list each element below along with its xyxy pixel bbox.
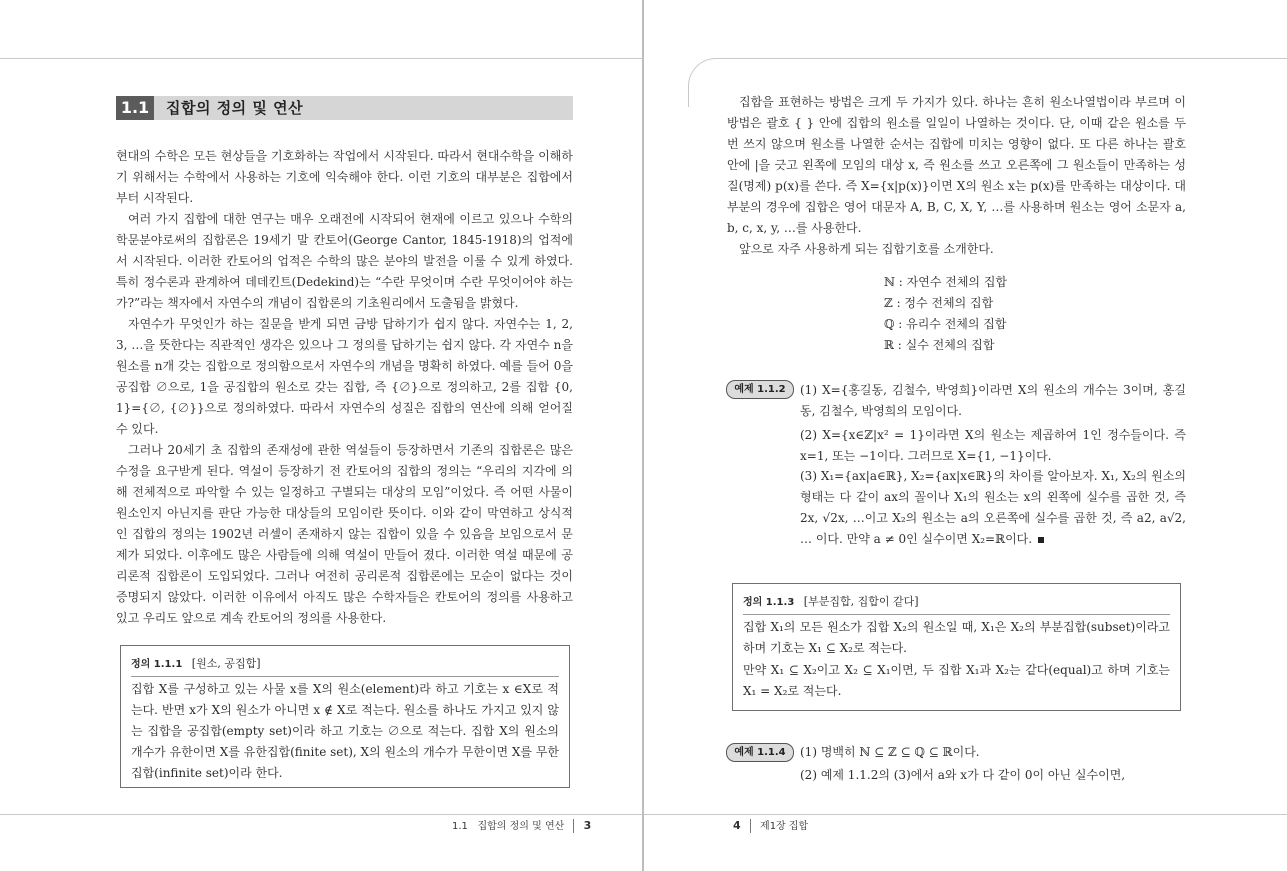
footer-section-number: 1.1: [452, 821, 468, 832]
example-1-1-2-item-2: (2) X={x∈ℤ|x² = 1}이라면 X의 원소는 제곱하여 1인 정수들이다. 즉 x=1, 또는 −1이다. 그러므로 X={1, −1}이다.: [800, 428, 1186, 463]
definition-box-1-1-3: [732, 583, 1181, 711]
symbol-rationals: ℚ : 유리수 전체의 집합: [884, 317, 1007, 331]
example-badge-1-1-2: 예제 1.1.2: [726, 380, 794, 399]
paragraph-natural-numbers: 자연수가 무엇인가 하는 질문을 받게 되면 금방 답하기가 쉽지 않다. 자연수는 1, 2, 3, …을 뜻한다는 직관적인 생각은 있으나 그 정의를 답하기는 쉽지 않다. 각 자연수 n을 원소를 n개 갖는 집합으로 정의함으로서 자연수의 개념을 명확히 하였다. 예를 들어 0을 공집합 ∅으로, 1을 공집합의 원소로 갖는 집합, 즉 {∅}으로 정의하고, 2를 집합 {0, 1}={∅, {∅}}으로 정의하였다. 따라서 자연수의 성질은 집합의 연산에 의해 얻어질 수 있다.: [116, 317, 573, 436]
paragraph-intro: 현대의 수학은 모든 현상들을 기호화하는 작업에서 시작된다. 따라서 현대수학을 이해하기 위해서는 수학에서 사용하는 기호에 익숙해야 한다. 이런 기호의 대부분은 집합에서부터 시작된다.: [116, 149, 573, 205]
example-1-1-4-item-2: (2) 예제 1.1.2의 (3)에서 a와 x가 다 같이 0이 아닌 실수이면,: [800, 768, 1126, 782]
example-1-1-2-item-3-text: (3) X₁={ax|a∈ℝ}, X₂={ax|x∈ℝ}의 차이를 알아보자. X₁, X₂의 원소의 형태는 다 같이 ax의 꼴이나 X₁의 원소는 x의 왼쪽에 실수를 곱한 것, 즉 2x, √2x, …이고 X₂의 원소는 a의 오른쪽에 실수를 곱한 것, 즉 a2, a√2, … 이다. 만약 a ≠ 0인 실수이면 X₂=ℝ이다.: [800, 469, 1186, 546]
example-badge-1-1-4: 예제 1.1.4: [726, 743, 794, 762]
symbol-natural-numbers: ℕ : 자연수 전체의 집합: [884, 275, 1008, 289]
end-of-example-mark: [1038, 537, 1044, 543]
example-1-1-2-item-1: (1) X={홍길동, 김철수, 박영희}이라면 X의 원소의 개수는 3이며, 홍길동, 김철수, 박영희의 모임이다.: [800, 383, 1186, 418]
footer-left: [452, 817, 591, 833]
footer-right: [733, 817, 808, 833]
definition-header: [743, 592, 1170, 615]
paragraph-symbols-intro: 앞으로 자주 사용하게 되는 집합기호를 소개한다.: [739, 242, 994, 256]
definition-title: [원소, 공집합]: [191, 657, 261, 670]
definition-body-equal: 만약 X₁ ⊆ X₂이고 X₂ ⊆ X₁이면, 두 집합 X₁과 X₂는 같다(equal)고 하며 기호는 X₁ = X₂로 적는다.: [743, 663, 1170, 698]
page-number-right: 4: [733, 819, 741, 832]
example-1-1-4-item-1: (1) 명백히 ℕ ⊆ ℤ ⊆ ℚ ⊆ ℝ이다.: [800, 745, 980, 759]
paragraph-history: 여러 가지 집합에 대한 연구는 매우 오래전에 시작되어 현재에 이르고 있으나 수학의 학문분야로써의 집합론은 19세기 말 칸토어(George Cantor, 1845-1918)의 업적에서 시작된다. 이러한 칸토어의 업적은 수학의 많은 분야의 발전을 이룰 수 있게 하였다. 특히 정수론과 관계하여 데데킨트(Dedekind)는 “수란 무엇이며 수란 무엇이어야 하는가?”라는 책자에서 자연수의 개념이 집합론의 기초원리에서 도출됨을 밝혔다.: [116, 212, 573, 310]
definition-box-1-1-1: [120, 645, 570, 788]
paragraph-set-notation: 집합을 표현하는 방법은 크게 두 가지가 있다. 하나는 흔히 원소나열법이라 부르며 이 방법은 괄호 { } 안에 집합의 원소를 일일이 나열하는 것이다. 단, 이때 같은 원소를 두 번 쓰지 않으며 원소를 나열한 순서는 집합에 미치는 영향이 없다. 또 다른 하나는 괄호 안에 |을 긋고 왼쪽에 모임의 대상 x, 즉 원소를 쓰고 오른쪽에 그 원소들이 만족하는 성질(명제) p(x)를 쓴다. 즉 X={x|p(x)}이면 X의 원소 x는 p(x)를 만족하는 대상이다. 대부분의 경우에 집합은 영어 대문자 A, B, C, X, Y, …를 사용하며 원소는 영어 소문자 a, b, c, x, y, …를 사용한다.: [727, 95, 1186, 235]
example-1-1-2-item-3: [800, 466, 1186, 550]
section-number: 1.1: [116, 96, 154, 120]
symbol-reals: ℝ : 실수 전체의 집합: [884, 338, 995, 352]
book-spine: [642, 0, 644, 871]
definition-header: [131, 654, 559, 677]
definition-body-subset: 집합 X₁의 모든 원소가 집합 X₂의 원소일 때, X₁은 X₂의 부분집합(subset)이라고 하며 기호는 X₁ ⊆ X₂로 적는다.: [743, 620, 1170, 655]
symbol-integers: ℤ : 정수 전체의 집합: [884, 296, 994, 310]
bottom-rule-right: [644, 814, 1287, 815]
footer-section-title: 집합의 정의 및 연산: [477, 821, 565, 832]
page-number-left: 3: [583, 819, 592, 832]
top-rule-right: [714, 58, 1287, 59]
bottom-rule-left: [0, 814, 642, 815]
definition-tag: 정의 1.1.3: [743, 597, 795, 608]
section-title: 집합의 정의 및 연산: [166, 99, 304, 117]
section-heading: [116, 96, 573, 120]
footer-chapter: 제1장 집합: [760, 821, 809, 832]
footer-divider: [573, 819, 574, 833]
definition-tag: 정의 1.1.1: [131, 659, 183, 670]
top-rule-left: [0, 58, 642, 59]
definition-body: 집합 X를 구성하고 있는 사물 x를 X의 원소(element)라 하고 기호는 x ∈X로 적는다. 반면 x가 X의 원소가 아니면 x ∉ X로 적는다. 원소를 하나도 가지고 있지 않는 집합을 공집합(empty set)이라 하고 기호는 ∅으로 적는다. 집합 X의 원소의 개수가 유한이면 X를 유한집합(finite set), X의 원소의 개수가 무한이면 X를 무한집합(infinite set)이라 한다.: [131, 682, 559, 780]
definition-title: [부분집합, 집합이 같다]: [803, 595, 919, 608]
footer-divider: [750, 819, 751, 833]
paragraph-paradox: 그러나 20세기 초 집합의 존재성에 관한 역설들이 등장하면서 기존의 집합론은 많은 수정을 요구받게 된다. 역설이 등장하기 전 칸토어의 집합의 정의는 “우리의 지각에 의해 전체적으로 파악할 수 있는 일정하고 구별되는 대상의 모임”이었다. 즉 어떤 사물이 원소인지 아닌지를 판단 가능한 대상들의 모임이란 뜻이다. 이와 같이 막연하고 상식적인 집합의 정의는 1902년 러셀이 존재하지 않는 집합이 있을 수 있음을 보임으로서 문제가 되었다. 이후에도 많은 사람들에 의해 역설이 만들어 졌다. 이러한 역설 때문에 공리론적 집합론이 도입되었다. 그러나 여전히 공리론적 집합론에는 모순이 없다는 것이 증명되지 않았다. 이러한 이유에서 아직도 많은 수학자들은 칸토어의 정의를 사용하고 있고 우리도 앞으로 계속 칸토어의 정의를 사용한다.: [116, 443, 573, 625]
